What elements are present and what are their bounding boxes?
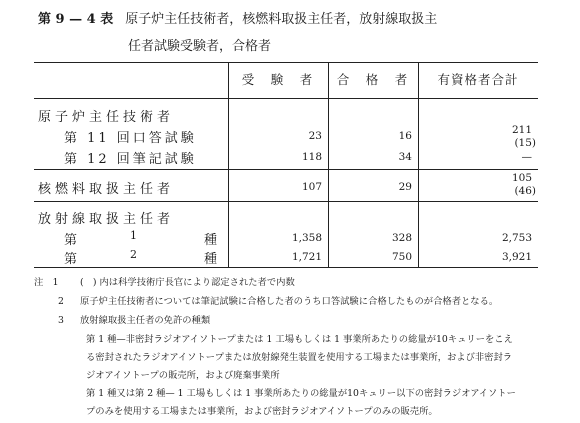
row-label-class-1-prefix: 第 [64,233,78,248]
row-label-radiation: 放射線取扱主任者 [38,212,175,227]
row-label-nuclear-fuel: 核燃料取扱主任者 [38,182,175,197]
cell-class2-examinees: 1,721 [291,251,322,263]
note-1-marker: 注 1 [34,277,59,288]
row-label-reactor: 原子炉主任技術者 [38,110,175,125]
note-3-marker: 3 [58,315,64,326]
note-2-marker: 2 [58,296,64,307]
table-top-rule [34,62,538,63]
cell-class2-total: 3,921 [501,251,532,263]
note-1: ( ) 内は科学技術庁長官により認定された者で内数 [80,277,295,288]
note-3-class1-line3: ジオアイソトープの販売所，および廃棄事業所 [86,370,280,381]
cell-fuel-total-certified: (46) [514,185,536,197]
section-rule-1 [34,169,538,170]
note-3: 放射線取扱主任者の免許の種類 [80,315,211,326]
row-label-class-2-number: 2 [130,248,137,261]
table-title [38,8,437,27]
title-line-1: 原子炉主任技術者，核燃料取扱主任者，放射線取扱主 [125,12,438,27]
row-label-class-1-number: 1 [130,229,137,242]
cell-class1-total: 2,753 [501,232,532,244]
row-label-class-2-suffix: 種 [204,252,218,267]
row-label-class-2-prefix: 第 [64,252,78,267]
cell-fuel-examinees: 107 [301,181,322,193]
title-line-2: 任者試験受験者，合格者 [128,39,272,54]
table-bottom-rule [34,267,538,268]
note-3-class2-line1: 第 1 種又は第 2 種— 1 工場もしくは 1 事業所あたりの総量が10キュリー以下の密封ラジオアイソトー [86,388,516,399]
cell-class1-examinees: 1,358 [291,232,322,244]
header-rule [34,98,538,99]
cell-oral-passed: 16 [398,130,412,142]
cell-fuel-passed: 29 [398,181,412,193]
cell-fuel-total: 105 [511,172,532,184]
cell-oral-total-certified: (15) [514,137,536,149]
header-examinees: 受 験 者 [241,72,315,87]
cell-oral-examinees: 23 [308,130,322,142]
note-3-class1-line1: 第 1 種—非密封ラジオアイソトープまたは 1 工場もしくは 1 事業所あたりの総量が10キュリーをこえ [86,334,513,345]
cell-class2-passed: 750 [391,251,412,263]
cell-written-total: — [521,151,532,163]
row-label-oral-exam: 第 11 回口答試験 [64,131,197,146]
note-3-class2-line2: プのみを使用する工場または事業所，および密封ラジオアイソトープのみの販売所。 [86,406,438,417]
note-2: 原子炉主任技術者については筆記試験に合格した者のうち口答試験に合格したものが合格者となる。 [80,296,499,307]
cell-written-examinees: 118 [301,151,322,163]
cell-written-passed: 34 [398,151,412,163]
table-number: 第 9 — 4 表 [38,12,114,27]
row-label-class-1-suffix: 種 [204,233,218,248]
cell-oral-total: 211 [511,124,532,136]
header-passed: 合 格 者 [336,72,410,87]
note-3-class1-line2: る密封されたラジオアイソトープまたは放射線発生装置を使用する工場または事業所，および非密封ラ [86,352,513,363]
cell-class1-passed: 328 [391,232,412,244]
row-label-written-exam: 第 12 回筆記試験 [64,152,197,167]
section-rule-2 [34,201,538,202]
header-qualified-total: 有資格者合計 [437,72,519,87]
